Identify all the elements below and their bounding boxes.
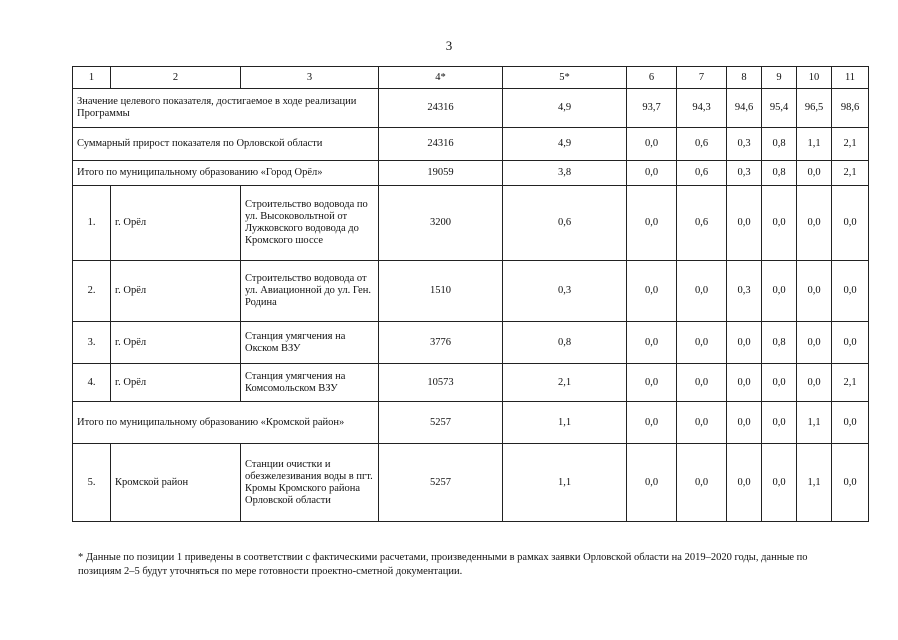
value-cell: 1,1 bbox=[797, 402, 832, 444]
row-number: 2. bbox=[73, 261, 111, 322]
municipality-cell: г. Орёл bbox=[111, 186, 241, 261]
value-cell: 3776 bbox=[379, 322, 503, 364]
value-cell: 0,0 bbox=[677, 322, 727, 364]
value-cell: 0,0 bbox=[677, 402, 727, 444]
value-cell: 0,0 bbox=[677, 364, 727, 402]
value-cell: 0,0 bbox=[762, 444, 797, 522]
header-cell: 6 bbox=[627, 67, 677, 89]
value-cell: 96,5 bbox=[797, 89, 832, 128]
value-cell: 0,0 bbox=[797, 261, 832, 322]
value-cell: 24316 bbox=[379, 128, 503, 161]
value-cell: 0,0 bbox=[727, 322, 762, 364]
municipality-cell: г. Орёл bbox=[111, 322, 241, 364]
value-cell: 0,0 bbox=[832, 186, 869, 261]
value-cell: 3,8 bbox=[503, 161, 627, 186]
value-cell: 0,8 bbox=[762, 128, 797, 161]
header-cell: 7 bbox=[677, 67, 727, 89]
value-cell: 0,0 bbox=[832, 261, 869, 322]
value-cell: 94,3 bbox=[677, 89, 727, 128]
value-cell: 2,1 bbox=[832, 161, 869, 186]
table-row bbox=[73, 261, 869, 322]
value-cell: 0,0 bbox=[627, 364, 677, 402]
subtotal-row-orel bbox=[73, 161, 869, 186]
value-cell: 0,0 bbox=[762, 261, 797, 322]
row-number: 4. bbox=[73, 364, 111, 402]
value-cell: 5257 bbox=[379, 444, 503, 522]
value-cell: 0,0 bbox=[677, 444, 727, 522]
footnote: * Данные по позиции 1 приведены в соответствии с фактическими расчетами, произведенными в рамках заявки Орловской области на 2019–2020 годы, данные по позициям 2–5 будут уточняться по мере готовности проектно-сметной документации. bbox=[78, 552, 808, 577]
value-cell: 0,0 bbox=[627, 161, 677, 186]
value-cell: 0,3 bbox=[727, 161, 762, 186]
value-cell: 0,3 bbox=[503, 261, 627, 322]
value-cell: 0,0 bbox=[762, 402, 797, 444]
summary-label: Итого по муниципальному образованию «Город Орёл» bbox=[73, 161, 379, 186]
value-cell: 5257 bbox=[379, 402, 503, 444]
header-cell: 1 bbox=[73, 67, 111, 89]
value-cell: 0,8 bbox=[503, 322, 627, 364]
value-cell: 0,3 bbox=[727, 128, 762, 161]
summary-label: Итого по муниципальному образованию «Кромской район» bbox=[73, 402, 379, 444]
value-cell: 0,8 bbox=[762, 322, 797, 364]
page-number: 3 bbox=[445, 38, 453, 53]
value-cell: 0,0 bbox=[627, 322, 677, 364]
value-cell: 0,6 bbox=[677, 186, 727, 261]
table-row bbox=[73, 364, 869, 402]
value-cell: 3200 bbox=[379, 186, 503, 261]
header-cell: 5* bbox=[503, 67, 627, 89]
value-cell: 0,0 bbox=[627, 186, 677, 261]
value-cell: 0,6 bbox=[677, 161, 727, 186]
header-cell: 4* bbox=[379, 67, 503, 89]
table-row bbox=[73, 444, 869, 522]
header-cell: 10 bbox=[797, 67, 832, 89]
value-cell: 0,0 bbox=[627, 402, 677, 444]
header-row bbox=[73, 67, 869, 89]
header-cell: 8 bbox=[727, 67, 762, 89]
value-cell: 0,0 bbox=[797, 322, 832, 364]
value-cell: 0,0 bbox=[762, 364, 797, 402]
municipality-cell: г. Орёл bbox=[111, 364, 241, 402]
summary-row-target bbox=[73, 89, 869, 128]
value-cell: 0,0 bbox=[727, 186, 762, 261]
value-cell: 0,0 bbox=[627, 261, 677, 322]
object-cell: Станция умягчения на Комсомольском ВЗУ bbox=[241, 364, 379, 402]
object-cell: Строительство водовода от ул. Авиационной до ул. Ген. Родина bbox=[241, 261, 379, 322]
object-cell: Строительство водовода по ул. Высоковольтной от Лужковского водовода до Кромского шоссе bbox=[241, 186, 379, 261]
row-number: 1. bbox=[73, 186, 111, 261]
value-cell: 19059 bbox=[379, 161, 503, 186]
value-cell: 4,9 bbox=[503, 128, 627, 161]
summary-row-increase bbox=[73, 128, 869, 161]
header-cell: 2 bbox=[111, 67, 241, 89]
value-cell: 0,0 bbox=[832, 444, 869, 522]
value-cell: 24316 bbox=[379, 89, 503, 128]
header-cell: 11 bbox=[832, 67, 869, 89]
header-cell: 9 bbox=[762, 67, 797, 89]
value-cell: 2,1 bbox=[503, 364, 627, 402]
row-number: 5. bbox=[73, 444, 111, 522]
value-cell: 0,3 bbox=[727, 261, 762, 322]
value-cell: 2,1 bbox=[832, 128, 869, 161]
value-cell: 0,0 bbox=[727, 402, 762, 444]
value-cell: 98,6 bbox=[832, 89, 869, 128]
value-cell: 0,0 bbox=[627, 444, 677, 522]
table-row bbox=[73, 322, 869, 364]
value-cell: 0,0 bbox=[832, 402, 869, 444]
subtotal-row-kroms bbox=[73, 402, 869, 444]
value-cell: 0,0 bbox=[627, 128, 677, 161]
value-cell: 1,1 bbox=[797, 444, 832, 522]
value-cell: 2,1 bbox=[832, 364, 869, 402]
summary-label: Суммарный прирост показателя по Орловской области bbox=[73, 128, 379, 161]
header-cell: 3 bbox=[241, 67, 379, 89]
value-cell: 10573 bbox=[379, 364, 503, 402]
object-cell: Станция умягчения на Окском ВЗУ bbox=[241, 322, 379, 364]
value-cell: 95,4 bbox=[762, 89, 797, 128]
value-cell: 0,0 bbox=[762, 186, 797, 261]
row-number: 3. bbox=[73, 322, 111, 364]
value-cell: 0,0 bbox=[727, 444, 762, 522]
indicator-table bbox=[72, 66, 869, 522]
value-cell: 0,6 bbox=[503, 186, 627, 261]
value-cell: 0,6 bbox=[677, 128, 727, 161]
value-cell: 0,0 bbox=[832, 322, 869, 364]
value-cell: 93,7 bbox=[627, 89, 677, 128]
summary-label: Значение целевого показателя, достигаемое в ходе реализации Программы bbox=[73, 89, 379, 128]
value-cell: 1,1 bbox=[797, 128, 832, 161]
value-cell: 1,1 bbox=[503, 444, 627, 522]
value-cell: 0,0 bbox=[727, 364, 762, 402]
table-row bbox=[73, 186, 869, 261]
value-cell: 0,0 bbox=[797, 161, 832, 186]
object-cell: Станции очистки и обезжелезивания воды в пгт. Кромы Кромского района Орловской области bbox=[241, 444, 379, 522]
value-cell: 4,9 bbox=[503, 89, 627, 128]
value-cell: 0,0 bbox=[797, 186, 832, 261]
value-cell: 0,0 bbox=[677, 261, 727, 322]
value-cell: 1,1 bbox=[503, 402, 627, 444]
value-cell: 1510 bbox=[379, 261, 503, 322]
value-cell: 0,0 bbox=[797, 364, 832, 402]
table-body bbox=[73, 67, 869, 522]
municipality-cell: г. Орёл bbox=[111, 261, 241, 322]
value-cell: 94,6 bbox=[727, 89, 762, 128]
value-cell: 0,8 bbox=[762, 161, 797, 186]
municipality-cell: Кромской район bbox=[111, 444, 241, 522]
